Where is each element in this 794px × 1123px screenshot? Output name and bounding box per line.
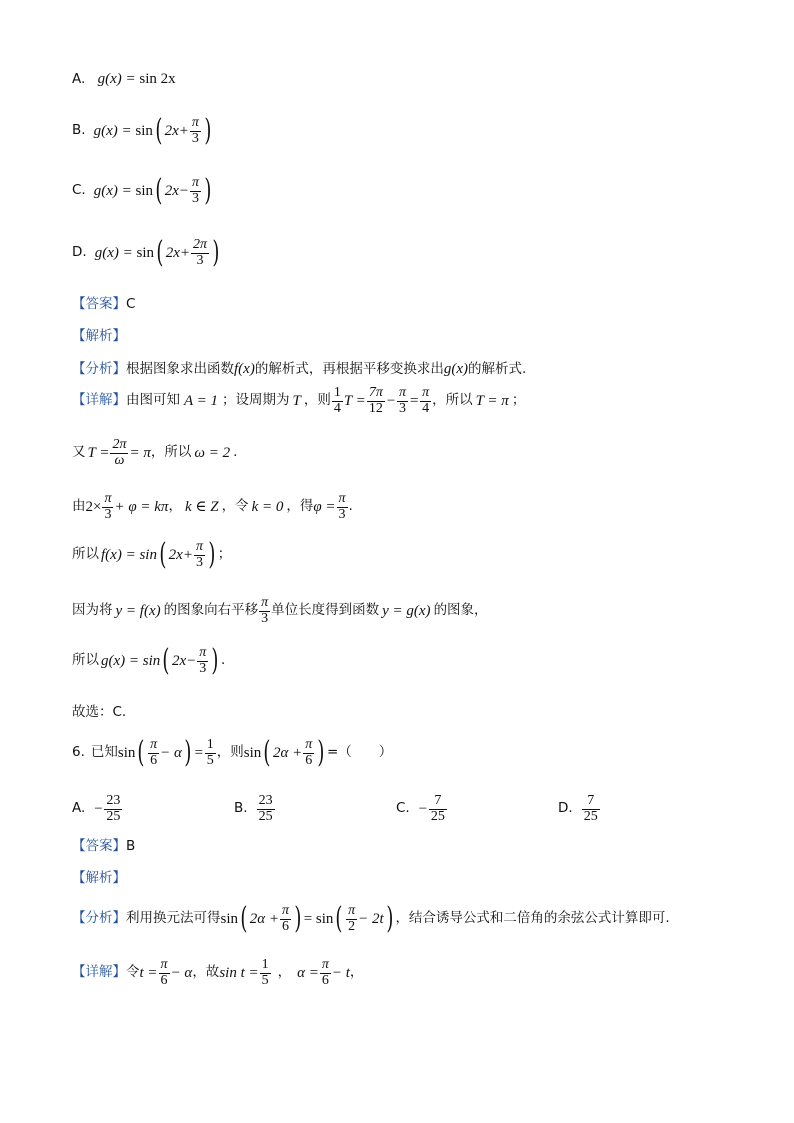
q6-option-a: A. − $\frac{23}{25}$ (72, 793, 121, 824)
answer-q5: 【答案】C (72, 296, 136, 312)
q5-detail-line3: 由 2× $\frac{\pi}{3}$ + φ = kπ ， k ∈ Z ，令 k = 0 ，得 φ = $\frac{\pi}{3}$ . (72, 491, 353, 522)
q5-detail-line5: 因为将 y = f(x) 的图象向右平移 $\frac{\pi}{3}$ 单位长度得到函数 y = g(x) 的图象， (72, 595, 488, 626)
q5-detail-line6: 所以 g(x) = sin ( 2x− $\frac{\pi}{3}$ ) . (72, 643, 226, 679)
analysis-label-q6: 【解析】 (72, 870, 126, 886)
q6-option-b: B. $\frac{23}{25}$ (234, 793, 273, 824)
q5-detail-line1: 【详解】 由图可知 A = 1 ；设周期为 T ，则 $\frac{1}{4}$ T = $\frac{7\pi}{12}$ − $\frac{\pi}{3}$ = $\frac{\pi}{4}$ ，所以 T = π ； (72, 385, 526, 416)
q6-detail: 【详解】 令 t = $\frac{\pi}{6}$ − α ，故 sin t = $\frac{1}{5}$ ， α = $\frac{\pi}{6}$ − t ， (72, 957, 364, 988)
q5-detail-line2: 又 T = $\frac{2\pi}{\omega}$ = π ，所以 ω = 2 . (72, 437, 238, 468)
q5-analysis: 【分析】根据图象求出函数f(x)的解析式，再根据平移变换求出g(x)的解析式. (72, 361, 527, 377)
q6-option-c: C. − $\frac{7}{25}$ (396, 793, 445, 824)
option-c: C. g(x) = sin ( 2x− $\frac{\pi}{3}$ ) (72, 173, 212, 209)
q6-analysis: 【分析】 利用换元法可得 sin ( 2α + $\frac{\pi}{6}$ ) = sin ( $\frac{\pi}{2}$ − 2t ) ，结合诱导公式和二倍角的余弦公式计算即可. (72, 901, 670, 937)
q5-detail-line4: 所以 f(x) = sin ( 2x+ $\frac{\pi}{3}$ ) ； (72, 537, 232, 573)
option-a: A. g(x) = sin 2x (72, 71, 176, 87)
option-b: B. g(x) = sin ( 2x+ $\frac{\pi}{3}$ ) (72, 113, 212, 149)
question-6: 6. 已知 sin ( $\frac{\pi}{6}$ − α ) = $\frac{1}{5}$ ，则 sin ( 2α + $\frac{\pi}{6}$ ) =（ ） (72, 735, 393, 771)
analysis-label-q5: 【解析】 (72, 328, 126, 344)
q5-choice: 故选：C. (72, 704, 127, 720)
option-d: D. g(x) = sin ( 2x+ $\frac{2\pi}{3}$ ) (72, 235, 220, 271)
answer-q6: 【答案】B (72, 838, 136, 854)
q6-option-d: D. $\frac{7}{25}$ (558, 793, 598, 824)
